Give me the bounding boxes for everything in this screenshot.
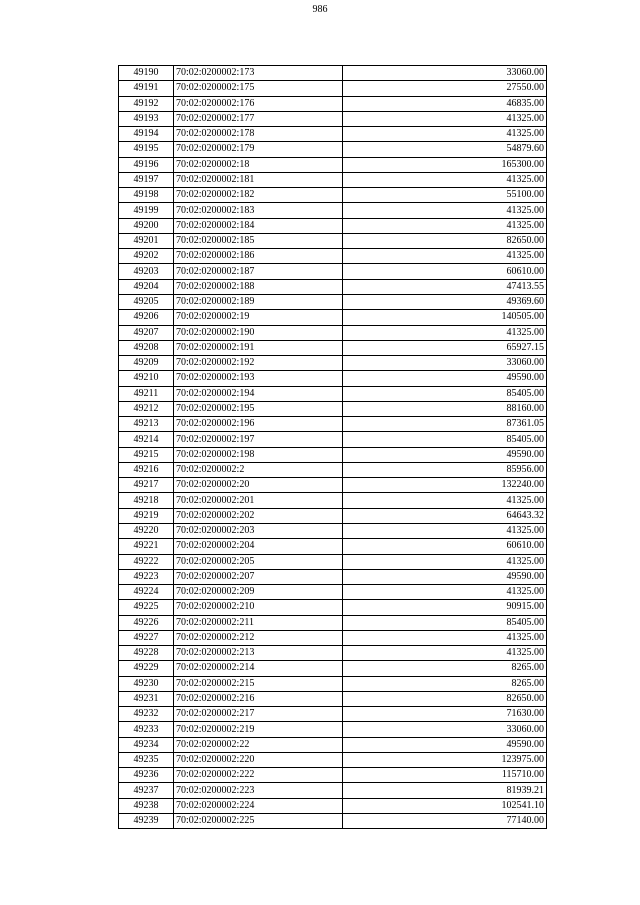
row-number: 49199 (119, 203, 174, 218)
row-number: 49239 (119, 814, 174, 829)
cadastral-number: 70:02:0200002:202 (174, 508, 343, 523)
cadastral-number: 70:02:0200002:193 (174, 371, 343, 386)
row-number: 49208 (119, 340, 174, 355)
row-number: 49238 (119, 798, 174, 813)
cadastral-value: 49590.00 (343, 737, 547, 752)
row-number: 49193 (119, 111, 174, 126)
row-number: 49201 (119, 233, 174, 248)
cadastral-number: 70:02:0200002:216 (174, 691, 343, 706)
row-number: 49197 (119, 172, 174, 187)
table-row (119, 142, 547, 157)
table-row (119, 585, 547, 600)
table-row (119, 798, 547, 813)
cadastral-value: 140505.00 (343, 310, 547, 325)
row-number: 49191 (119, 81, 174, 96)
table-row (119, 371, 547, 386)
table-row (119, 310, 547, 325)
cadastral-value: 41325.00 (343, 554, 547, 569)
cadastral-value: 41325.00 (343, 646, 547, 661)
cadastral-number: 70:02:0200002:18 (174, 157, 343, 172)
row-number: 49192 (119, 96, 174, 111)
table-row (119, 752, 547, 767)
cadastral-number: 70:02:0200002:194 (174, 386, 343, 401)
row-number: 49217 (119, 478, 174, 493)
cadastral-number: 70:02:0200002:217 (174, 707, 343, 722)
cadastral-number: 70:02:0200002:209 (174, 585, 343, 600)
row-number: 49205 (119, 294, 174, 309)
cadastral-value: 49369.60 (343, 294, 547, 309)
cadastral-number: 70:02:0200002:20 (174, 478, 343, 493)
row-number: 49230 (119, 676, 174, 691)
table-row (119, 447, 547, 462)
cadastral-value: 41325.00 (343, 325, 547, 340)
cadastral-value: 123975.00 (343, 752, 547, 767)
table-row (119, 493, 547, 508)
row-number: 49227 (119, 630, 174, 645)
cadastral-number: 70:02:0200002:179 (174, 142, 343, 157)
cadastral-value: 85405.00 (343, 432, 547, 447)
cadastral-value: 64643.32 (343, 508, 547, 523)
cadastral-number: 70:02:0200002:175 (174, 81, 343, 96)
table-row (119, 233, 547, 248)
row-number: 49209 (119, 356, 174, 371)
cadastral-value: 49590.00 (343, 447, 547, 462)
cadastral-number: 70:02:0200002:185 (174, 233, 343, 248)
row-number: 49216 (119, 462, 174, 477)
cadastral-value-table (118, 65, 547, 829)
table-row (119, 707, 547, 722)
cadastral-number: 70:02:0200002:224 (174, 798, 343, 813)
row-number: 49198 (119, 188, 174, 203)
cadastral-value: 41325.00 (343, 203, 547, 218)
table-row (119, 737, 547, 752)
table-row (119, 188, 547, 203)
row-number: 49222 (119, 554, 174, 569)
cadastral-number: 70:02:0200002:192 (174, 356, 343, 371)
table-row (119, 615, 547, 630)
table-row (119, 417, 547, 432)
cadastral-number: 70:02:0200002:204 (174, 539, 343, 554)
table-row (119, 264, 547, 279)
table-row (119, 203, 547, 218)
row-number: 49220 (119, 523, 174, 538)
cadastral-value: 49590.00 (343, 569, 547, 584)
cadastral-value: 47413.55 (343, 279, 547, 294)
table-row (119, 325, 547, 340)
table-row (119, 66, 547, 81)
cadastral-number: 70:02:0200002:188 (174, 279, 343, 294)
table-row (119, 523, 547, 538)
row-number: 49226 (119, 615, 174, 630)
row-number: 49229 (119, 661, 174, 676)
cadastral-number: 70:02:0200002:214 (174, 661, 343, 676)
cadastral-number: 70:02:0200002:178 (174, 127, 343, 142)
cadastral-value: 49590.00 (343, 371, 547, 386)
cadastral-value: 77140.00 (343, 814, 547, 829)
table-row (119, 554, 547, 569)
cadastral-number: 70:02:0200002:183 (174, 203, 343, 218)
cadastral-number: 70:02:0200002:198 (174, 447, 343, 462)
cadastral-value: 8265.00 (343, 676, 547, 691)
cadastral-number: 70:02:0200002:215 (174, 676, 343, 691)
table-row (119, 157, 547, 172)
table-row (119, 81, 547, 96)
cadastral-value: 87361.05 (343, 417, 547, 432)
cadastral-value: 102541.10 (343, 798, 547, 813)
row-number: 49203 (119, 264, 174, 279)
cadastral-number: 70:02:0200002:195 (174, 401, 343, 416)
table-row (119, 356, 547, 371)
row-number: 49195 (119, 142, 174, 157)
row-number: 49204 (119, 279, 174, 294)
cadastral-number: 70:02:0200002:205 (174, 554, 343, 569)
table-row (119, 783, 547, 798)
cadastral-number: 70:02:0200002:191 (174, 340, 343, 355)
row-number: 49218 (119, 493, 174, 508)
cadastral-number: 70:02:0200002:184 (174, 218, 343, 233)
cadastral-value: 41325.00 (343, 127, 547, 142)
row-number: 49211 (119, 386, 174, 401)
row-number: 49210 (119, 371, 174, 386)
table-row (119, 111, 547, 126)
cadastral-value: 55100.00 (343, 188, 547, 203)
cadastral-value: 60610.00 (343, 264, 547, 279)
table-row (119, 294, 547, 309)
table-row (119, 630, 547, 645)
table-row (119, 172, 547, 187)
cadastral-number: 70:02:0200002:177 (174, 111, 343, 126)
cadastral-value: 132240.00 (343, 478, 547, 493)
table-row (119, 569, 547, 584)
cadastral-value: 27550.00 (343, 81, 547, 96)
cadastral-value: 82650.00 (343, 691, 547, 706)
row-number: 49207 (119, 325, 174, 340)
cadastral-number: 70:02:0200002:189 (174, 294, 343, 309)
cadastral-number: 70:02:0200002:196 (174, 417, 343, 432)
cadastral-number: 70:02:0200002:22 (174, 737, 343, 752)
cadastral-number: 70:02:0200002:213 (174, 646, 343, 661)
cadastral-number: 70:02:0200002:182 (174, 188, 343, 203)
row-number: 49224 (119, 585, 174, 600)
cadastral-value: 41325.00 (343, 630, 547, 645)
cadastral-value: 41325.00 (343, 111, 547, 126)
table-row (119, 279, 547, 294)
cadastral-value: 33060.00 (343, 356, 547, 371)
cadastral-number: 70:02:0200002:225 (174, 814, 343, 829)
table-row (119, 646, 547, 661)
row-number: 49234 (119, 737, 174, 752)
cadastral-number: 70:02:0200002:187 (174, 264, 343, 279)
cadastral-value: 41325.00 (343, 585, 547, 600)
table-row (119, 539, 547, 554)
table-row (119, 600, 547, 615)
cadastral-value: 71630.00 (343, 707, 547, 722)
cadastral-value: 8265.00 (343, 661, 547, 676)
cadastral-number: 70:02:0200002:190 (174, 325, 343, 340)
table-row (119, 462, 547, 477)
cadastral-value: 33060.00 (343, 66, 547, 81)
cadastral-number: 70:02:0200002:186 (174, 249, 343, 264)
table-row (119, 814, 547, 829)
cadastral-value: 85405.00 (343, 615, 547, 630)
row-number: 49212 (119, 401, 174, 416)
table-row (119, 478, 547, 493)
row-number: 49214 (119, 432, 174, 447)
row-number: 49190 (119, 66, 174, 81)
table-row (119, 508, 547, 523)
table-row (119, 768, 547, 783)
row-number: 49223 (119, 569, 174, 584)
cadastral-number: 70:02:0200002:2 (174, 462, 343, 477)
row-number: 49237 (119, 783, 174, 798)
table-row (119, 386, 547, 401)
cadastral-value: 33060.00 (343, 722, 547, 737)
row-number: 49206 (119, 310, 174, 325)
cadastral-value: 41325.00 (343, 493, 547, 508)
row-number: 49213 (119, 417, 174, 432)
table-row (119, 432, 547, 447)
table-row (119, 249, 547, 264)
cadastral-number: 70:02:0200002:19 (174, 310, 343, 325)
cadastral-number: 70:02:0200002:207 (174, 569, 343, 584)
cadastral-value: 41325.00 (343, 249, 547, 264)
row-number: 49196 (119, 157, 174, 172)
cadastral-value: 41325.00 (343, 172, 547, 187)
row-number: 49221 (119, 539, 174, 554)
cadastral-value: 115710.00 (343, 768, 547, 783)
table-body (119, 66, 547, 829)
cadastral-value: 85405.00 (343, 386, 547, 401)
row-number: 49233 (119, 722, 174, 737)
cadastral-value: 65927.15 (343, 340, 547, 355)
cadastral-number: 70:02:0200002:197 (174, 432, 343, 447)
cadastral-number: 70:02:0200002:211 (174, 615, 343, 630)
row-number: 49235 (119, 752, 174, 767)
cadastral-number: 70:02:0200002:203 (174, 523, 343, 538)
table-row (119, 218, 547, 233)
row-number: 49225 (119, 600, 174, 615)
cadastral-number: 70:02:0200002:212 (174, 630, 343, 645)
table-row (119, 676, 547, 691)
cadastral-number: 70:02:0200002:220 (174, 752, 343, 767)
page-number: 986 (312, 4, 328, 15)
cadastral-value: 41325.00 (343, 523, 547, 538)
row-number: 49202 (119, 249, 174, 264)
cadastral-value: 46835.00 (343, 96, 547, 111)
cadastral-number: 70:02:0200002:222 (174, 768, 343, 783)
cadastral-value: 60610.00 (343, 539, 547, 554)
row-number: 49231 (119, 691, 174, 706)
row-number: 49194 (119, 127, 174, 142)
cadastral-value: 88160.00 (343, 401, 547, 416)
cadastral-number: 70:02:0200002:176 (174, 96, 343, 111)
cadastral-value: 41325.00 (343, 218, 547, 233)
cadastral-number: 70:02:0200002:181 (174, 172, 343, 187)
row-number: 49215 (119, 447, 174, 462)
cadastral-number: 70:02:0200002:223 (174, 783, 343, 798)
table-row (119, 340, 547, 355)
table-row (119, 96, 547, 111)
table-row (119, 722, 547, 737)
table-row (119, 401, 547, 416)
cadastral-value: 82650.00 (343, 233, 547, 248)
cadastral-value: 165300.00 (343, 157, 547, 172)
table-row (119, 691, 547, 706)
cadastral-value: 54879.60 (343, 142, 547, 157)
cadastral-number: 70:02:0200002:173 (174, 66, 343, 81)
table-row (119, 661, 547, 676)
row-number: 49236 (119, 768, 174, 783)
table-row (119, 127, 547, 142)
row-number: 49219 (119, 508, 174, 523)
cadastral-number: 70:02:0200002:210 (174, 600, 343, 615)
row-number: 49200 (119, 218, 174, 233)
row-number: 49232 (119, 707, 174, 722)
row-number: 49228 (119, 646, 174, 661)
cadastral-value: 85956.00 (343, 462, 547, 477)
cadastral-number: 70:02:0200002:219 (174, 722, 343, 737)
cadastral-value: 81939.21 (343, 783, 547, 798)
cadastral-number: 70:02:0200002:201 (174, 493, 343, 508)
cadastral-value: 90915.00 (343, 600, 547, 615)
